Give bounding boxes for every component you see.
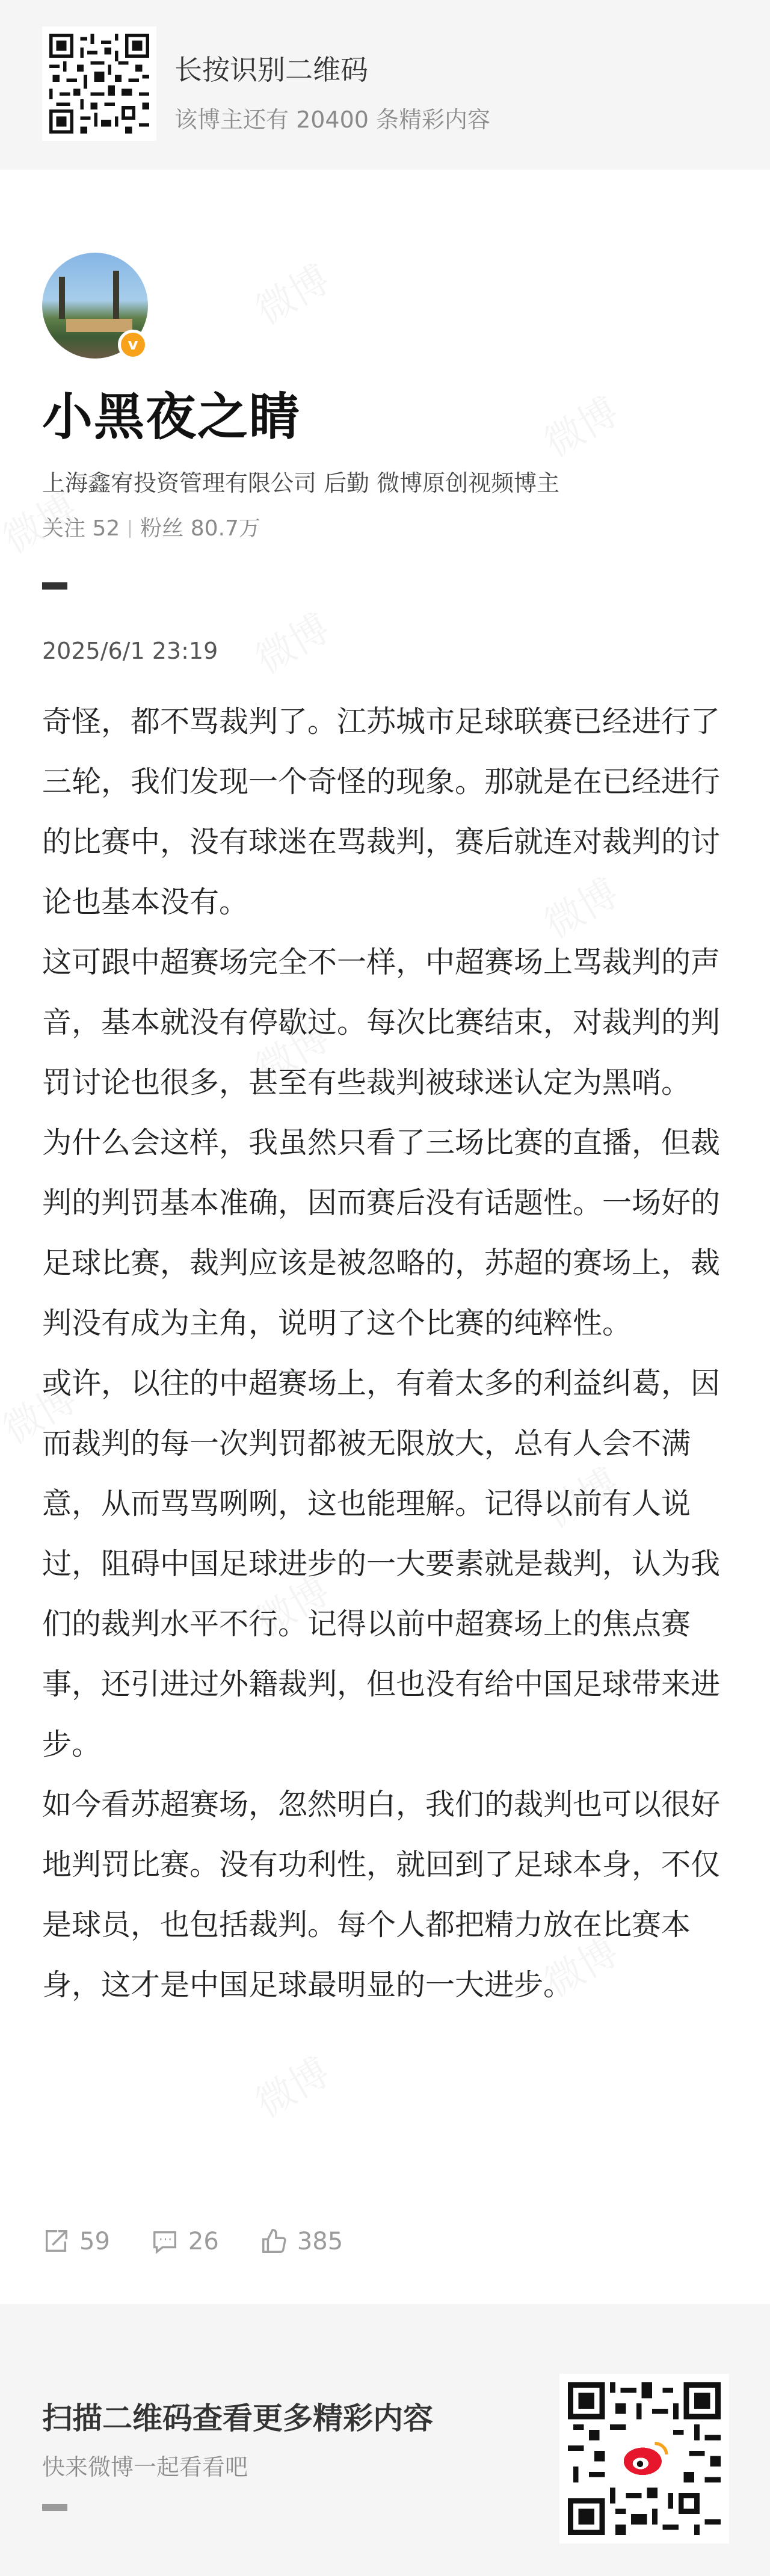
- followers-count[interactable]: 粉丝 80.7万: [140, 516, 260, 541]
- bottom-qr-banner: [0, 2304, 770, 2576]
- bottom-title: 扫描二维码查看更多精彩内容: [42, 2401, 433, 2436]
- repost-icon: [42, 2228, 70, 2255]
- bottom-divider: [42, 2504, 67, 2511]
- post-paragraph: 这可跟中超赛场完全不一样，中超赛场上骂裁判的声音，基本就没有停歇过。每次比赛结束，对裁判的判罚讨论也很多，甚至有些裁判被球迷认定为黑哨。: [42, 945, 721, 1100]
- post-paragraph: 为什么会这样，我虽然只看了三场比赛的直播，但裁判的判罚基本准确，因而赛后没有话题性。一场好的足球比赛，裁判应该是被忽略的，苏超的赛场上，裁判没有成为主角，说明了这个比赛的纯粹性。: [42, 1126, 721, 1340]
- qr-code-icon[interactable]: [42, 26, 156, 141]
- verified-badge-icon: v: [118, 330, 148, 360]
- bottom-subtitle: 快来微博一起看看吧: [42, 2454, 248, 2480]
- thumbs-up-icon: [260, 2228, 288, 2255]
- like-count: 385: [297, 2228, 343, 2255]
- section-divider: [42, 582, 67, 590]
- post-paragraph: 奇怪，都不骂裁判了。江苏城市足球联赛已经进行了三轮，我们发现一个奇怪的现象。那就是在已经进行的比赛中，没有球迷在骂裁判，赛后就连对裁判的讨论也基本没有。: [42, 704, 721, 919]
- repost-button[interactable]: [42, 2228, 110, 2255]
- post-content: [42, 692, 728, 2015]
- user-stats: [42, 511, 260, 542]
- weibo-qr-code-icon[interactable]: [559, 2374, 729, 2544]
- action-bar: [42, 2223, 384, 2260]
- top-qr-banner: [0, 0, 770, 170]
- qr-subtitle: 该博主还有 20400 条精彩内容: [174, 106, 491, 133]
- repost-count: 59: [79, 2228, 110, 2255]
- qr-title: 长按识别二维码: [174, 54, 368, 86]
- stats-divider: [129, 520, 131, 538]
- watermark: [533, 381, 627, 468]
- post-date: 2025/6/1 23:19: [42, 638, 218, 664]
- following-count[interactable]: 关注 52: [42, 516, 120, 541]
- user-description: 上海鑫宥投资管理有限公司 后勤 微博原创视频博主: [42, 470, 560, 496]
- watermark: [244, 598, 339, 685]
- comment-button[interactable]: [151, 2228, 219, 2255]
- like-button[interactable]: [260, 2228, 343, 2255]
- watermark: [244, 2042, 339, 2128]
- post-paragraph: 如今看苏超赛场，忽然明白，我们的裁判也可以很好地判罚比赛。没有功利性，就回到了足球本身，不仅是球员，也包括裁判。每个人都把精力放在比赛本身，这才是中国足球最明显的一大进步。: [42, 1787, 721, 2002]
- watermark: [244, 249, 339, 336]
- username[interactable]: 小黑夜之睛: [42, 387, 301, 446]
- post-paragraph: 或许，以往的中超赛场上，有着太多的利益纠葛，因而裁判的每一次判罚都被无限放大，总有人会不满意，从而骂骂咧咧，这也能理解。记得以前有人说过，阻碍中国足球进步的一大要素就是裁判，认为我们的裁判水平不行。记得以前中超赛场上的焦点赛事，还引进过外籍裁判，但也没有给中国足球带来进步。: [42, 1366, 721, 1761]
- comment-count: 26: [188, 2228, 219, 2255]
- comment-icon: [151, 2228, 179, 2255]
